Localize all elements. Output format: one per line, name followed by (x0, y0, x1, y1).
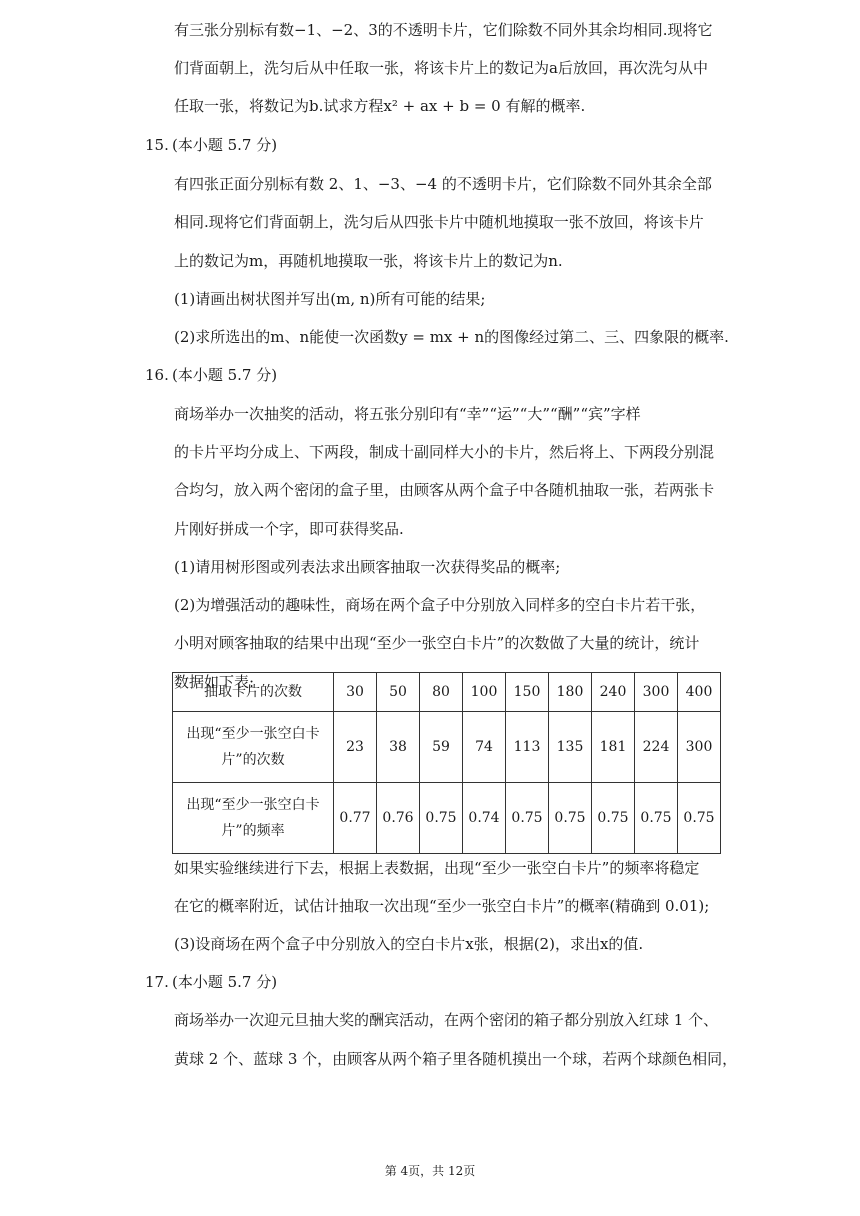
text-line: 合均匀，放入两个密闭的盒子里，由顾客从两个盒子中各随机抽取一张，若两张卡 (174, 481, 715, 499)
table-cell: 0.74 (463, 783, 506, 854)
table-row-label-line: 片”的频率 (221, 823, 285, 839)
question-15-header (145, 135, 277, 155)
table-row-label-line: 片”的次数 (221, 752, 285, 768)
text-line: (2)求所选出的m、n能使一次函数y = mx + n的图像经过第二、三、四象限的概率. (174, 328, 729, 346)
table-cell: 0.77 (334, 783, 377, 854)
table-cell: 0.75 (420, 783, 463, 854)
text-line: 片刚好拼成一个字，即可获得奖品. (174, 520, 404, 538)
table-row-label (173, 712, 334, 783)
table-cell: 23 (334, 712, 377, 783)
table-row-label-line: 出现“至少一张空白卡 (186, 797, 320, 813)
text-line: (1)请用树形图或列表法求出顾客抽取一次获得奖品的概率; (174, 558, 561, 576)
text-line: 商场举办一次迎元旦抽大奖的酬宾活动，在两个密闭的箱子都分别放入红球 1 个、 (174, 1011, 719, 1029)
table-cell: 113 (506, 712, 549, 783)
table-cell: 135 (549, 712, 592, 783)
table-cell: 240 (592, 673, 635, 712)
table-cell: 0.75 (678, 783, 721, 854)
table-row-label: 抽取卡片的次数 (173, 673, 334, 712)
question-number: 17. (145, 973, 169, 991)
table-cell: 300 (635, 673, 678, 712)
question-score: (本小题 5.7 分) (172, 136, 278, 154)
table-cell: 181 (592, 712, 635, 783)
table-cell: 0.75 (592, 783, 635, 854)
table-cell: 100 (463, 673, 506, 712)
text-line: 在它的概率附近，试估计抽取一次出现“至少一张空白卡片”的概率(精确到 0.01); (174, 897, 710, 915)
text-line: 黄球 2 个、蓝球 3 个，由顾客从两个箱子里各随机摸出一个球，若两个球颜色相同， (174, 1050, 738, 1068)
table-cell: 59 (420, 712, 463, 783)
table-row-label (173, 783, 334, 854)
table-row-label-line: 出现“至少一张空白卡 (186, 726, 320, 742)
text-line: (2)为增强活动的趣味性，商场在两个盒子中分别放入同样多的空白卡片若干张， (174, 596, 706, 614)
text-line: 们背面朝上，洗匀后从中任取一张，将该卡片上的数记为a后放回，再次洗匀从中 (174, 59, 708, 77)
table-row (173, 712, 721, 783)
table-cell: 150 (506, 673, 549, 712)
text-line: 有四张正面分别标有数 2、1、−3、−4 的不透明卡片，它们除数不同外其余全部 (174, 175, 712, 193)
table-cell: 0.76 (377, 783, 420, 854)
table-row (173, 783, 721, 854)
text-line: (3)设商场在两个盒子中分别放入的空白卡片x张，根据(2)，求出x的值. (174, 935, 644, 953)
table-cell: 0.75 (549, 783, 592, 854)
table-cell: 38 (377, 712, 420, 783)
table-cell: 74 (463, 712, 506, 783)
question-score: (本小题 5.7 分) (172, 973, 278, 991)
text-line: 小明对顾客抽取的结果中出现“至少一张空白卡片”的次数做了大量的统计，统计 (174, 634, 700, 652)
table-cell: 224 (635, 712, 678, 783)
table-row (173, 673, 721, 712)
question-number: 15. (145, 136, 169, 154)
page-footer: 第 4页，共 12页 (384, 1164, 476, 1178)
statistics-table (172, 672, 721, 854)
table-cell: 30 (334, 673, 377, 712)
text-line: 上的数记为m，再随机地摸取一张，将该卡片上的数记为n. (174, 252, 563, 270)
question-score: (本小题 5.7 分) (172, 366, 278, 384)
table-cell: 400 (678, 673, 721, 712)
text-line: 相同.现将它们背面朝上，洗匀后从四张卡片中随机地摸取一张不放回，将该卡片 (174, 213, 704, 231)
question-16-header (145, 365, 277, 385)
text-line: 的卡片平均分成上、下两段，制成十副同样大小的卡片，然后将上、下两段分别混 (174, 443, 715, 461)
text-line: 任取一张，将数记为b.试求方程x² + ax + b = 0 有解的概率. (174, 97, 586, 115)
text-line: (1)请画出树状图并写出(m, n)所有可能的结果; (174, 290, 486, 308)
text-line: 数据如下表: (174, 673, 255, 691)
table-cell: 300 (678, 712, 721, 783)
table-cell: 50 (377, 673, 420, 712)
table-cell: 0.75 (635, 783, 678, 854)
text-line: 商场举办一次抽奖的活动，将五张分别印有“幸”“运”“大”“酬”“宾”字样 (174, 405, 641, 423)
table-cell: 80 (420, 673, 463, 712)
question-17-header (145, 972, 277, 992)
table-cell: 0.75 (506, 783, 549, 854)
table-cell: 180 (549, 673, 592, 712)
text-line: 有三张分别标有数−1、−2、3的不透明卡片，它们除数不同外其余均相同.现将它 (174, 21, 713, 39)
text-line: 如果实验继续进行下去，根据上表数据，出现“至少一张空白卡片”的频率将稳定 (174, 859, 700, 877)
question-number: 16. (145, 366, 169, 384)
